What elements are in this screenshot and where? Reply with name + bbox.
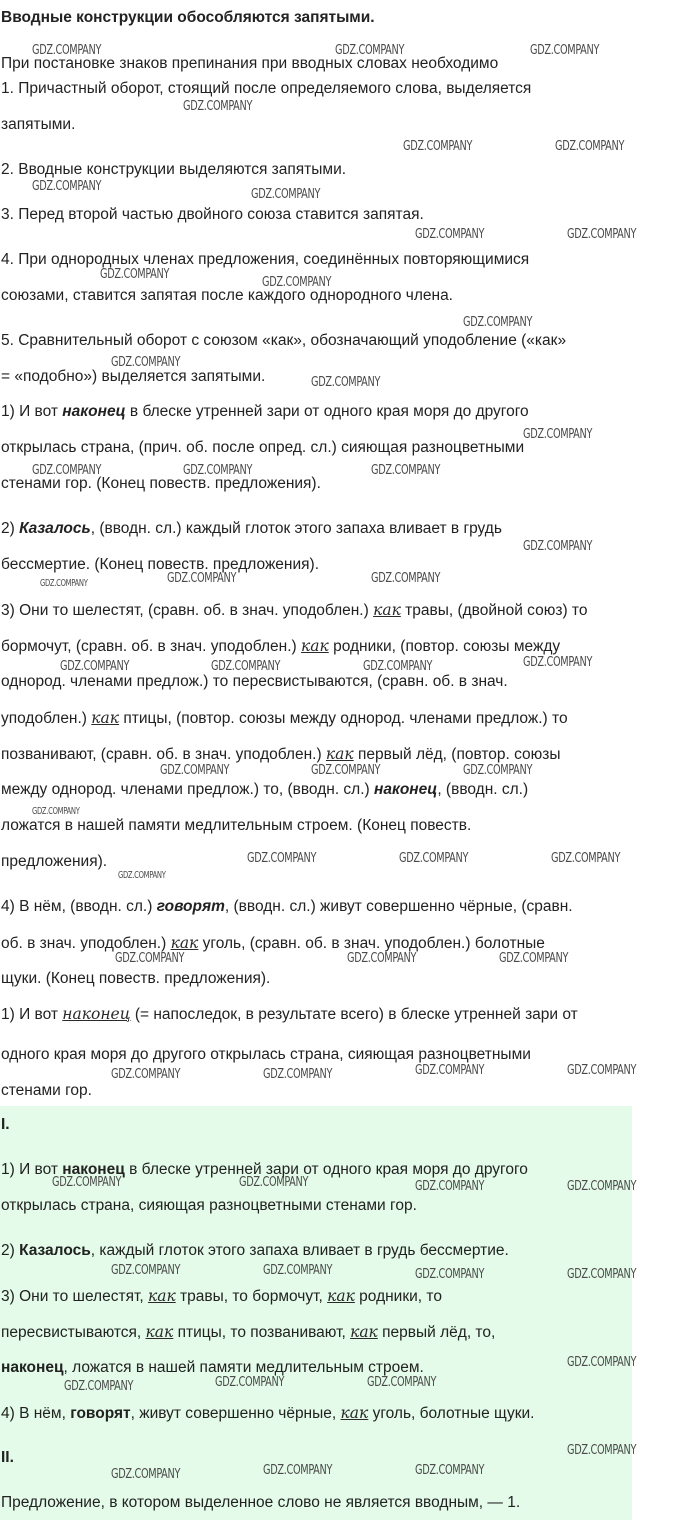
watermark: GDZ.COMPANY xyxy=(363,658,433,674)
watermark: GDZ.COMPANY xyxy=(211,658,281,674)
page-title: Вводные конструкции обособляются запятыми. xyxy=(1,9,375,26)
answer-1-line-2: открылась страна, сияющая разноцветными стенами гор. xyxy=(1,1197,417,1214)
analysis-3-line-1: 3) Они то шелестят, (сравн. об. в знач. уподоблен.) как травы, (двойной союз) то xyxy=(1,601,588,619)
watermark: GDZ.COMPANY xyxy=(555,138,625,154)
intro-text: При постановке знаков препинания при вводных словах необходимо xyxy=(1,55,499,72)
watermark: GDZ.COMPANY xyxy=(263,1262,333,1278)
watermark: GDZ.COMPANY xyxy=(32,178,102,194)
answer-part-2-label: II. xyxy=(1,1449,14,1466)
watermark: GDZ.COMPANY xyxy=(415,1462,485,1478)
watermark: GDZ.COMPANY xyxy=(463,314,533,330)
watermark: GDZ.COMPANY xyxy=(551,850,621,866)
watermark: GDZ.COMPANY xyxy=(567,226,637,242)
rule-2: 2. Вводные конструкции выделяются запятыми. xyxy=(1,161,347,178)
analysis-3-line-2: бормочут, (сравн. об. в знач. уподоблен.) как родники, (повтор. союзы между xyxy=(1,637,561,655)
analysis-1-line-1: 1) И вот наконец в блеске утренней зари от одного края моря до другого xyxy=(1,403,529,420)
rule-5-line-2: = «подобно») выделяется запятыми. xyxy=(1,368,266,385)
watermark: GDZ.COMPANY xyxy=(567,1354,637,1370)
watermark: GDZ.COMPANY xyxy=(415,1266,485,1282)
kak-word: как xyxy=(147,1287,176,1305)
watermark: GDZ.COMPANY xyxy=(399,850,469,866)
watermark: GDZ.COMPANY xyxy=(311,762,381,778)
watermark: GDZ.COMPANY xyxy=(415,1062,485,1078)
watermark: GDZ.COMPANY xyxy=(111,354,181,370)
watermark: GDZ.COMPANY xyxy=(567,1062,637,1078)
rule-4-line-2: союзами, ставится запятая после каждого однородного члена. xyxy=(1,287,453,304)
analysis-1-line-2: открылась страна, (прич. об. после опред. сл.) сияющая разноцветными xyxy=(1,439,525,456)
rule-1-line-1: 1. Причастный оборот, стоящий после определяемого слова, выделяется xyxy=(1,80,532,97)
note-line-1: 1) И вот наконец (= напоследок, в результате всего) в блеске утренней зари от xyxy=(1,1005,578,1023)
rule-3: 3. Перед второй частью двойного союза ставится запятая. xyxy=(1,206,424,223)
watermark: GDZ.COMPANY xyxy=(32,806,80,817)
analysis-4-line-3: щуки. (Конец повеств. предложения). xyxy=(1,970,271,987)
rule-1-line-2: запятыми. xyxy=(1,116,76,133)
answer-3-line-2: пересвистываются, как птицы, то позванивают, как первый лёд, то, xyxy=(1,1323,496,1341)
watermark: GDZ.COMPANY xyxy=(311,374,381,390)
watermark: GDZ.COMPANY xyxy=(263,1066,333,1082)
watermark: GDZ.COMPANY xyxy=(115,950,185,966)
watermark: GDZ.COMPANY xyxy=(335,42,405,58)
watermark: GDZ.COMPANY xyxy=(523,538,593,554)
analysis-2-line-1: 2) Казалось, (вводн. сл.) каждый глоток этого запаха вливает в грудь xyxy=(1,520,502,537)
answer-2: 2) Казалось, каждый глоток этого запаха вливает в грудь бессмертие. xyxy=(1,1242,509,1259)
kak-word: как xyxy=(170,934,199,952)
watermark: GDZ.COMPANY xyxy=(415,226,485,242)
answer-3-line-3: наконец, ложатся в нашей памяти медлительным строем. xyxy=(1,1359,424,1376)
nakonets-word: наконец xyxy=(62,1005,131,1023)
kak-word: как xyxy=(340,1404,369,1422)
analysis-4-line-1: 4) В нём, (вводн. сл.) говорят, (вводн. сл.) живут совершенно чёрные, (сравн. xyxy=(1,898,573,915)
answer-1-line-1: 1) И вот наконец в блеске утренней зари от одного края моря до другого xyxy=(1,1161,528,1178)
kak-word: как xyxy=(145,1323,174,1341)
kak-word: как xyxy=(350,1323,378,1341)
watermark: GDZ.COMPANY xyxy=(347,950,417,966)
watermark: GDZ.COMPANY xyxy=(52,1174,122,1190)
watermark: GDZ.COMPANY xyxy=(40,578,88,589)
watermark: GDZ.COMPANY xyxy=(262,274,332,290)
answer-part-1-label: I. xyxy=(1,1116,10,1133)
note-line-2: одного края моря до другого открылась страна, сияющая разноцветными xyxy=(1,1046,531,1063)
analysis-3-line-8: предложения). xyxy=(1,853,108,870)
watermark: GDZ.COMPANY xyxy=(251,186,321,202)
watermark: GDZ.COMPANY xyxy=(263,1462,333,1478)
kak-word: как xyxy=(91,709,120,727)
watermark: GDZ.COMPANY xyxy=(523,654,593,670)
analysis-1-line-3: стенами гор. (Конец повеств. предложения). xyxy=(1,475,321,492)
analysis-4-line-2: об. в знач. уподоблен.) как уголь, (сравн. об. в знач. уподоблен.) болотные xyxy=(1,934,545,952)
watermark: GDZ.COMPANY xyxy=(100,266,170,282)
watermark: GDZ.COMPANY xyxy=(183,462,253,478)
watermark: GDZ.COMPANY xyxy=(167,570,237,586)
kak-word: как xyxy=(301,637,329,655)
watermark: GDZ.COMPANY xyxy=(160,762,230,778)
answer-3-line-1: 3) Они то шелестят, как травы, то бормочут, как родники, то xyxy=(1,1287,442,1305)
watermark: GDZ.COMPANY xyxy=(239,1174,309,1190)
answer-part-2-text: Предложение, в котором выделенное слово не является вводным, — 1. xyxy=(1,1494,521,1511)
watermark: GDZ.COMPANY xyxy=(111,1262,181,1278)
analysis-3-line-7: ложатся в нашей памяти медлительным строем. (Конец повеств. xyxy=(1,817,472,834)
answer-4: 4) В нём, говорят, живут совершенно чёрные, как уголь, болотные щуки. xyxy=(1,1404,535,1422)
watermark: GDZ.COMPANY xyxy=(523,426,593,442)
watermark: GDZ.COMPANY xyxy=(247,850,317,866)
watermark: GDZ.COMPANY xyxy=(499,950,569,966)
analysis-3-line-6: между однород. членами предлож.) то, (вводн. сл.) наконец, (вводн. сл.) xyxy=(1,781,529,798)
watermark: GDZ.COMPANY xyxy=(403,138,473,154)
watermark: GDZ.COMPANY xyxy=(530,42,600,58)
watermark: GDZ.COMPANY xyxy=(60,658,130,674)
watermark: GDZ.COMPANY xyxy=(32,42,102,58)
analysis-3-line-5: позванивают, (сравн. об. в знач. уподоблен.) как первый лёд, (повтор. союзы xyxy=(1,745,561,763)
watermark: GDZ.COMPANY xyxy=(567,1442,637,1458)
kak-word: как xyxy=(373,601,401,619)
watermark: GDZ.COMPANY xyxy=(118,870,166,881)
watermark: GDZ.COMPANY xyxy=(111,1466,181,1482)
watermark: GDZ.COMPANY xyxy=(32,462,102,478)
note-line-3: стенами гор. xyxy=(1,1082,92,1099)
watermark: GDZ.COMPANY xyxy=(183,98,253,114)
watermark: GDZ.COMPANY xyxy=(567,1178,637,1194)
watermark: GDZ.COMPANY xyxy=(215,1374,285,1390)
kak-word: как xyxy=(327,1287,355,1305)
analysis-3-line-4: уподоблен.) как птицы, (повтор. союзы между однород. членами предлож.) то xyxy=(1,709,568,727)
watermark: GDZ.COMPANY xyxy=(567,1266,637,1282)
watermark: GDZ.COMPANY xyxy=(367,1374,437,1390)
watermark: GDZ.COMPANY xyxy=(64,1378,134,1394)
rule-5-line-1: 5. Сравнительный оборот с союзом «как», обозначающий уподобление («как» xyxy=(1,332,567,349)
watermark: GDZ.COMPANY xyxy=(371,462,441,478)
kak-word: как xyxy=(325,745,354,763)
rule-4-line-1: 4. При однородных членах предложения, соединённых повторяющимися xyxy=(1,251,530,268)
watermark: GDZ.COMPANY xyxy=(371,570,441,586)
analysis-2-line-2: бессмертие. (Конец повеств. предложения). xyxy=(1,556,320,573)
watermark: GDZ.COMPANY xyxy=(463,762,533,778)
watermark: GDZ.COMPANY xyxy=(415,1178,485,1194)
analysis-3-line-3: однород. членами предлож.) то пересвистываются, (сравн. об. в знач. xyxy=(1,673,508,690)
watermark: GDZ.COMPANY xyxy=(111,1066,181,1082)
